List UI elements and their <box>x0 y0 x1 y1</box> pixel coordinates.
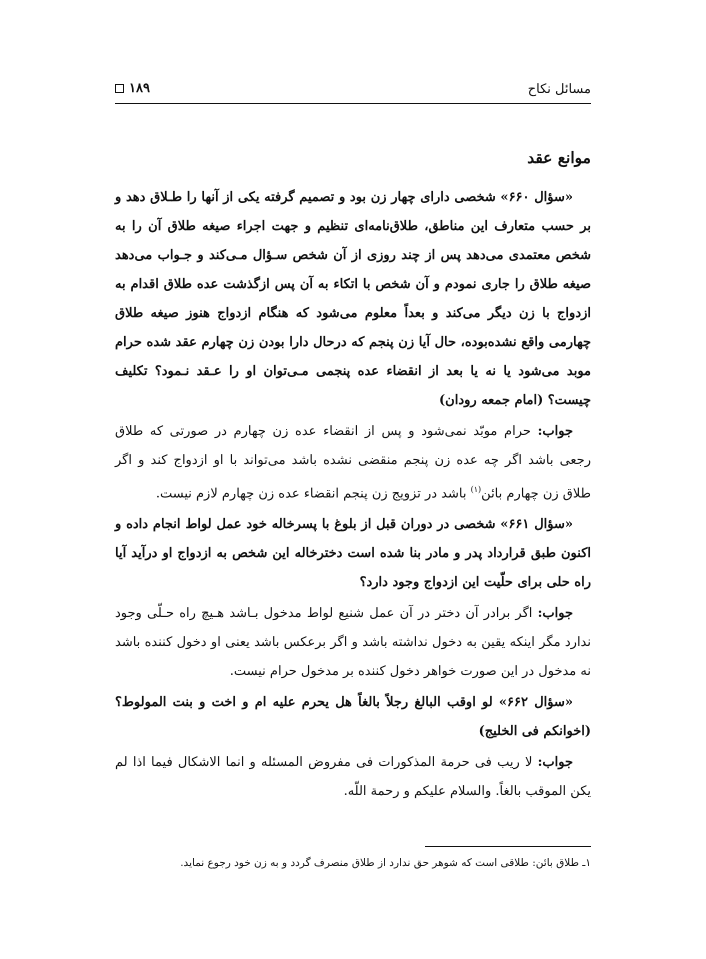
answer-text: اگر برادر آن دختر در آن عمل شنیع لواط مدخول بـاشد هـیچ راه حـلّی وجود ندارد مگر اینکه یقین به دخول نداشته باشد و اگر برعکس باشد یعنی او دخول کننده باشد نه مدخول در این صورت خواهر دخول کننده بر مدخول حرام نیست. <box>115 606 591 680</box>
question-662: «سؤال ۶۶۲» لو اوقب البالغ رجلاً بالغاً هل یحرم علیه ام و اخت و بنت المولوط؟ (اخوانکم فی الخلیج) <box>115 695 591 740</box>
answer-660 <box>115 417 591 508</box>
footnote: ۱ـ طلاق بائن: طلاقی است که شوهر حق ندارد از طلاق منصرف گردد و به زن خود رجوع نماید. <box>180 857 591 869</box>
section-title: موانع عقد <box>527 148 591 167</box>
answer-662 <box>115 748 591 806</box>
footnote-divider <box>425 846 591 847</box>
footnote-reference[interactable]: (۱) <box>470 485 482 494</box>
page-number-group <box>115 81 150 96</box>
main-content <box>115 146 591 806</box>
question-661: «سؤال ۶۶۱» شخصی در دوران قبل از بلوغ با پسرخاله خود عمل لواط انجام داده و اکنون طبق قرارداد پدر و مادر بنا شده است دخترخاله این شخص به ازدواج او درآید آیا راه حلی برای حلّیت این ازدواج وجود دارد؟ <box>115 517 591 591</box>
page-number: ۱۸۹ <box>129 81 150 96</box>
question-660: «سؤال ۶۶۰» شخصی دارای چهار زن بود و تصمیم گرفته یکی از آنها را طـلاق دهد و بر حسب متعارف این مناطق، طلاق‌نامه‌ای تنظیم و جهت اجراء صیغه طلاق آن را به شخص معتمدی می‌دهد پس از چند روزی از آن شخص سـؤال مـی‌کند و جـواب می‌دهد صیغه طلاق را جاری نمودم و آن شخص با اتکاء به آن پس ازگذشت عده طلاق اقدام به ازدواج با زن دیگر می‌کند و بعداً معلوم می‌شود که هنگام ازدواج هنوز صیغه طلاق چهارمی واقع نشده‌بوده، حال آیا زن پنجم که درحال دارا بودن زن چهارم عقد شده حرام موبد می‌شود یا نه یا بعد از انقضاء عده پنجمی مـی‌توان او را عـقد نـمود؟ تکلیف چیست؟ (امام جمعه رودان) <box>115 190 591 408</box>
running-header <box>115 82 591 102</box>
answer-label: جواب: <box>537 424 573 439</box>
answer-661 <box>115 599 591 686</box>
answer-label: جواب: <box>537 606 573 622</box>
header-divider <box>115 103 591 104</box>
header-title: مسائل نکاح <box>527 82 591 97</box>
answer-label: جواب: <box>537 755 573 771</box>
answer-text: حرام موبّد نمی‌شود و پس از انقضاء عده زن چهارم در صورتی که طلاق رجعی باشد اگر چه عده زن پنجم منقضی نشده باشد می‌تواند با او ازدواج کند و اگر طلاق زن چهارم بائن <box>115 424 591 502</box>
square-icon <box>115 84 124 93</box>
answer-text-continued: باشد در تزویج زن پنجم انقضاء عده زن چهارم لازم نیست. <box>155 486 471 502</box>
answer-text: لا ریب فی حرمة المذکورات فی مفروض المسئله و انما الاشکال فیما اذا لم یکن الموقب بالغاً. والسلام علیکم و رحمة اللّه. <box>115 755 591 800</box>
